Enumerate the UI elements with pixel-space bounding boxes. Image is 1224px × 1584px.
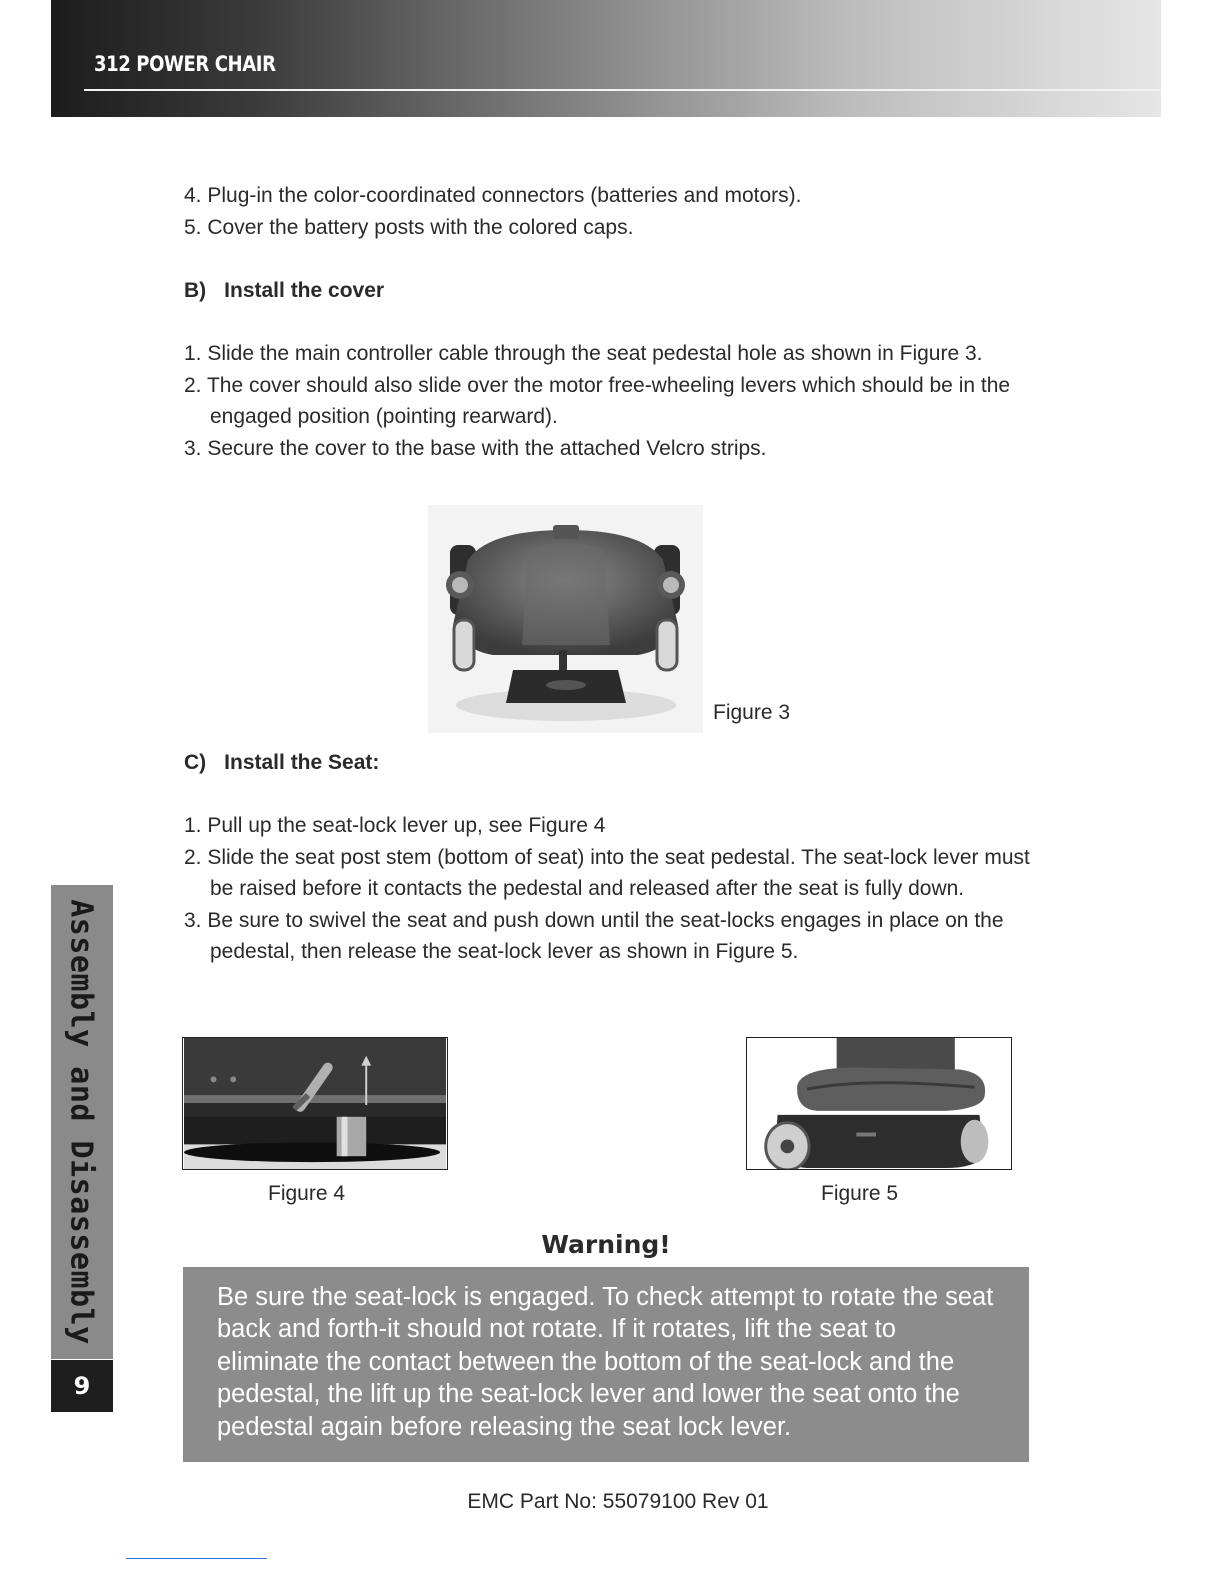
list-item: 4. Plug-in the color-coordinated connectors (batteries and motors).: [184, 184, 802, 207]
header-divider: [84, 89, 1161, 91]
list-item: 3. Be sure to swivel the seat and push down until the seat-locks engages in place on the pedestal, then release the seat-lock lever as shown in Figure 5.: [184, 908, 1004, 963]
figure-3-photo: [428, 505, 703, 733]
header-title: 312 POWER CHAIR: [94, 52, 276, 76]
install-cover-steps-list: [184, 338, 1030, 464]
figure-5-photo: [746, 1037, 1012, 1170]
list-item: 1. Slide the main controller cable through the seat pedestal hole as shown in Figure 3.: [184, 342, 983, 365]
figure-3-caption: Figure 3: [713, 701, 791, 724]
section-b-letter: B): [184, 279, 207, 302]
warning-box: [183, 1267, 1029, 1462]
figure-4-photo: [182, 1037, 448, 1170]
figure-4-caption: Figure 4: [268, 1182, 346, 1205]
list-item: 2. The cover should also slide over the motor free-wheeling levers which should be in the engaged position (pointing rearward).: [184, 373, 1011, 428]
section-c-letter: C): [184, 751, 207, 774]
section-b-heading: [184, 276, 384, 306]
connector-steps-list: [184, 180, 1030, 243]
warning-text: Be sure the seat-lock is engaged. To check attempt to rotate the seat back and forth-it should not rotate. If it rotates, lift the seat to eliminate the contact between the bottom of the seat-lock and the pedestal, the lift up the seat-lock lever and lower the seat onto the pedestal again before releasing the seat lock lever.: [217, 1283, 994, 1441]
warning-title: Warning!: [541, 1230, 671, 1259]
seat-installed-image: [747, 1038, 1011, 1169]
list-item: 1. Pull up the seat-lock lever up, see Figure 4: [184, 814, 606, 837]
section-c-title: Install the Seat:: [224, 751, 380, 774]
page-number: 9: [51, 1360, 113, 1412]
section-b-title: Install the cover: [224, 279, 385, 302]
list-item: 2. Slide the seat post stem (bottom of seat) into the seat pedestal. The seat-lock lever must be raised before it contacts the pedestal and released after the seat is fully down.: [184, 845, 1030, 900]
footer-part-number: EMC Part No: 55079100 Rev 01: [467, 1490, 769, 1513]
section-c-heading: [184, 748, 379, 778]
power-base-image: [428, 505, 703, 733]
seat-lock-lever-image: [183, 1038, 447, 1169]
section-side-label: Assembly and Disassembly: [63, 899, 99, 1345]
footer-divider: [126, 1558, 267, 1559]
list-item: 3. Secure the cover to the base with the attached Velcro strips.: [184, 436, 767, 460]
install-seat-steps-list: [184, 810, 1030, 968]
figure-5-caption: Figure 5: [821, 1182, 899, 1205]
list-item: 5. Cover the battery posts with the colored caps.: [184, 215, 634, 239]
